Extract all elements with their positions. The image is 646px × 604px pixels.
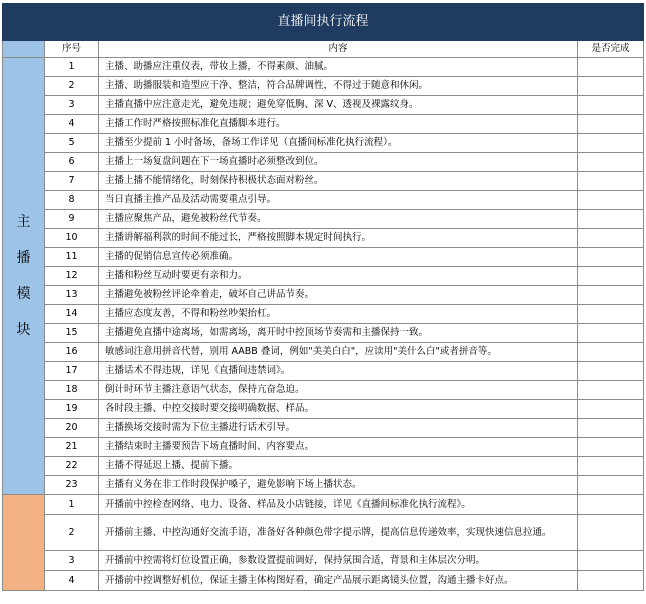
header-content: 内容 [99,41,578,58]
row-done-cell[interactable] [578,286,644,305]
row-done-cell[interactable] [578,172,644,191]
row-index: 7 [45,172,99,191]
row-content: 主播有义务在非工作时段保护嗓子，避免影响下场上播状态。 [99,476,578,495]
process-sheet [2,3,643,591]
row-content: 主播工作时严格按照标准化直播脚本进行。 [99,115,578,134]
row-done-cell[interactable] [578,153,644,172]
table-row [3,248,644,267]
row-index: 4 [45,571,99,591]
table-row [3,343,644,362]
table-row [3,476,644,495]
table-row [3,305,644,324]
row-index: 3 [45,551,99,571]
row-index: 16 [45,343,99,362]
row-done-cell[interactable] [578,267,644,286]
row-index: 5 [45,134,99,153]
header-index: 序号 [45,41,99,58]
table-row [3,515,644,551]
table-row [3,457,644,476]
row-content: 倒计时环节主播注意语气状态，保持亢奋急迫。 [99,381,578,400]
table-row [3,115,644,134]
row-content: 开播前中控调整好机位，保证主播主体构图好看，确定产品展示距离镜头位置，沟通主播卡好点。 [99,571,578,591]
row-content: 主播直播中应注意走光，避免违规；避免穿低胸、深 V、透视及裸露纹身。 [99,96,578,115]
table-row [3,438,644,457]
row-content: 主播换场交接时需为下位主播进行话术引导。 [99,419,578,438]
row-index: 23 [45,476,99,495]
table-row [3,77,644,96]
row-done-cell[interactable] [578,551,644,571]
group-label-char: 播 [16,250,31,266]
table-row [3,324,644,343]
row-content: 主播至少提前 1 小时备场，备场工作详见（直播间标准化执行流程）。 [99,134,578,153]
page-title: 直播间执行流程 [3,4,644,41]
row-done-cell[interactable] [578,248,644,267]
row-done-cell[interactable] [578,438,644,457]
table-row [3,400,644,419]
row-index: 18 [45,381,99,400]
row-done-cell[interactable] [578,58,644,77]
table-row [3,172,644,191]
row-done-cell[interactable] [578,191,644,210]
row-done-cell[interactable] [578,305,644,324]
row-content: 当日直播主推产品及活动需要重点引导。 [99,191,578,210]
row-content: 敏感词注意用拼音代替，别用 AABB 叠词，例如"美美白白"，应读用"美什么白"或者拼音等。 [99,343,578,362]
row-index: 19 [45,400,99,419]
row-index: 13 [45,286,99,305]
table-row [3,571,644,591]
table-row [3,381,644,400]
row-done-cell[interactable] [578,362,644,381]
row-content: 主播话术不得违规，详见《直播间违禁词》。 [99,362,578,381]
row-content: 主播应聚焦产品，避免被粉丝代节奏。 [99,210,578,229]
table-row [3,210,644,229]
row-done-cell[interactable] [578,400,644,419]
header-done: 是否完成 [578,41,644,58]
row-index: 2 [45,77,99,96]
table-row [3,58,644,77]
row-index: 12 [45,267,99,286]
table-row [3,153,644,172]
row-content: 开播前中控需将灯位设置正确，参数设置提前调好，保持氛围合适，背景和主体层次分明。 [99,551,578,571]
row-content: 各时段主播、中控交接时要交接明确数据、样品。 [99,400,578,419]
row-content: 主播结束时主播要预告下场直播时间、内容要点。 [99,438,578,457]
row-content: 开播前中控检查网络、电力、设备、样品及小店链接，详见《直播间标准化执行流程》。 [99,495,578,515]
table-row [3,229,644,248]
table-row [3,286,644,305]
table-row [3,551,644,571]
group-label-char: 模 [16,286,31,302]
process-table [2,3,644,591]
row-index: 11 [45,248,99,267]
row-done-cell[interactable] [578,419,644,438]
table-row [3,96,644,115]
row-index: 22 [45,457,99,476]
row-index: 10 [45,229,99,248]
row-index: 8 [45,191,99,210]
row-index: 14 [45,305,99,324]
group-label-char: 块 [16,322,31,338]
row-index: 20 [45,419,99,438]
row-index: 3 [45,96,99,115]
row-content: 主播避免被粉丝评论牵着走，破坏自己讲品节奏。 [99,286,578,305]
group-label-char: 主 [16,214,31,230]
row-content: 主播应态度友善，不得和粉丝吵架抬杠。 [99,305,578,324]
row-done-cell[interactable] [578,515,644,551]
row-done-cell[interactable] [578,343,644,362]
table-row [3,134,644,153]
table-row [3,362,644,381]
row-index: 6 [45,153,99,172]
row-index: 21 [45,438,99,457]
group-label-anchor [3,58,45,495]
row-done-cell[interactable] [578,476,644,495]
row-done-cell[interactable] [578,115,644,134]
table-row [3,495,644,515]
table-row [3,191,644,210]
row-done-cell[interactable] [578,77,644,96]
group-label-other [3,495,45,591]
row-content: 主播的促销信息宣传必须准确。 [99,248,578,267]
row-content: 主播上一场复盘问题在下一场直播时必须整改到位。 [99,153,578,172]
row-done-cell[interactable] [578,381,644,400]
row-done-cell[interactable] [578,571,644,591]
row-done-cell[interactable] [578,210,644,229]
row-content: 开播前主播、中控沟通好交流手语，准备好各种颜色带字提示牌，提高信息传递效率，实现快速信息拉通。 [99,515,578,551]
row-done-cell[interactable] [578,229,644,248]
row-index: 1 [45,58,99,77]
row-content: 主播讲解福利款的时间不能过长，严格按照脚本规定时间执行。 [99,229,578,248]
row-index: 1 [45,495,99,515]
row-index: 17 [45,362,99,381]
row-content: 主播避免直播中途离场，如需离场，离开时中控顶场节奏需和主播保持一致。 [99,324,578,343]
row-done-cell[interactable] [578,495,644,515]
group-label [16,204,32,348]
row-content: 主播不得延迟上播、提前下播。 [99,457,578,476]
row-done-cell[interactable] [578,96,644,115]
table-row [3,419,644,438]
row-done-cell[interactable] [578,324,644,343]
row-index: 4 [45,115,99,134]
row-done-cell[interactable] [578,457,644,476]
group-header-blank [3,41,45,58]
row-content: 主播上播不能情绪化，时刻保持积极状态面对粉丝。 [99,172,578,191]
row-index: 15 [45,324,99,343]
row-content: 主播、助播服装和造型应干净、整洁，符合品牌调性，不得过于随意和休闲。 [99,77,578,96]
row-index: 9 [45,210,99,229]
table-row [3,267,644,286]
row-content: 主播和粉丝互动时要更有亲和力。 [99,267,578,286]
row-done-cell[interactable] [578,134,644,153]
row-index: 2 [45,515,99,551]
row-content: 主播、助播应注重仪表，带妆上播，不得素颜、油腻。 [99,58,578,77]
